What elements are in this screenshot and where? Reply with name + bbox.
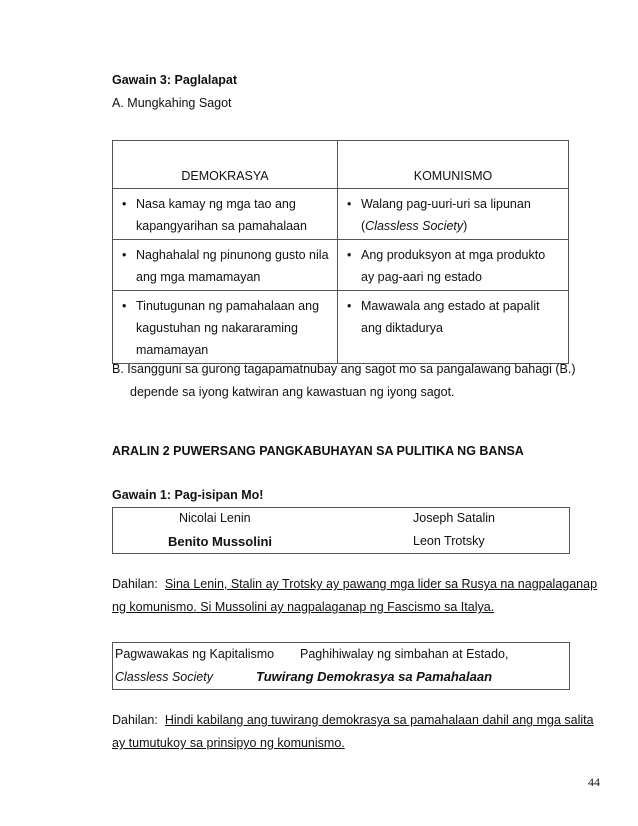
table-cell <box>113 189 338 240</box>
cell-line: Walang pag-uuri-uri sa lipunan <box>361 197 531 211</box>
name-mussolini: Benito Mussolini <box>168 534 272 549</box>
cell-line: ay pag-aari ng estado <box>361 270 482 284</box>
dahilan-text: Hindi kabilang ang tuwirang demokrasya sa pamahalaan dahil ang mga salita <box>164 713 594 727</box>
concepts-box <box>112 642 570 690</box>
dahilan1-line2: ng komunismo. Si Mussolini ay nagpalaganap ng Fascismo sa Italya. <box>112 600 495 614</box>
cell-line: Tinutugunan ng pamahalaan ang <box>136 299 320 313</box>
name-stalin: Joseph Satalin <box>413 511 496 525</box>
cell-line: (Classless Society) <box>361 219 468 233</box>
cell-line: mamamayan <box>136 343 209 357</box>
dahilan-label: Dahilan: <box>112 577 158 591</box>
concept-item: Paghihiwalay ng simbahan at Estado, <box>300 647 509 661</box>
cell-line: Nasa kamay ng mga tao ang <box>136 197 296 211</box>
page-number: 44 <box>588 775 600 789</box>
table-cell <box>113 240 338 291</box>
concept-item-highlight: Tuwirang Demokrasya sa Pamahalaan <box>256 669 493 684</box>
table-cell <box>338 240 569 291</box>
aralin2-title: ARALIN 2 PUWERSANG PANGKABUHAYAN SA PULITIKA NG BANSA <box>112 444 524 458</box>
cell-line: kagustuhan ng nakararaming <box>136 321 298 335</box>
cell-line: kapangyarihan sa pamahalaan <box>136 219 307 233</box>
name-trotsky: Leon Trotsky <box>413 534 485 548</box>
classless-society-term: Classless Society <box>365 219 464 233</box>
dahilan-label: Dahilan: <box>112 713 158 727</box>
bullet-icon: • <box>347 299 352 313</box>
dahilan2-line1 <box>112 713 594 727</box>
dahilan-text: Sina Lenin, Stalin ay Trotsky ay pawang mga lider sa Rusya na nagpalaganap <box>164 577 598 591</box>
header-demokrasya: DEMOKRASYA <box>113 141 338 189</box>
cell-line: Naghahalal ng pinunong gusto nila <box>136 248 329 262</box>
header-komunismo: KOMUNISMO <box>338 141 569 189</box>
dahilan2-line2: ay tumutukoy sa prinsipyo ng komunismo. <box>112 736 345 750</box>
table-cell <box>338 291 569 364</box>
bullet-icon: • <box>122 197 127 211</box>
cell-line: ang diktadurya <box>361 321 444 335</box>
cell-line: ang mga mamamayan <box>136 270 261 284</box>
name-lenin: Nicolai Lenin <box>179 511 251 525</box>
bullet-icon: • <box>347 197 352 211</box>
section-a-label: A. Mungkahing Sagot <box>112 96 232 110</box>
bullet-icon: • <box>347 248 352 262</box>
comparison-table <box>112 140 569 364</box>
bullet-icon: • <box>122 299 127 313</box>
cell-line: Mawawala ang estado at papalit <box>361 299 540 313</box>
cell-line: Ang produksyon at mga produkto <box>361 248 546 262</box>
table-cell <box>338 189 569 240</box>
section-b-line1: B. Isangguni sa gurong tagapamatnubay ang sagot mo sa pangalawang bahagi (B.) <box>112 362 576 376</box>
gawain1-title: Gawain 1: Pag-isipan Mo! <box>112 488 264 502</box>
concept-item: Pagwawakas ng Kapitalismo <box>115 647 275 661</box>
concept-item: Classless Society <box>115 670 213 684</box>
dahilan1-line1 <box>112 577 597 591</box>
gawain3-title: Gawain 3: Paglalapat <box>112 73 238 87</box>
table-cell <box>113 291 338 364</box>
bullet-icon: • <box>122 248 127 262</box>
names-box <box>112 507 570 554</box>
section-b-line2: depende sa iyong katwiran ang kawastuan ng iyong sagot. <box>130 385 455 399</box>
